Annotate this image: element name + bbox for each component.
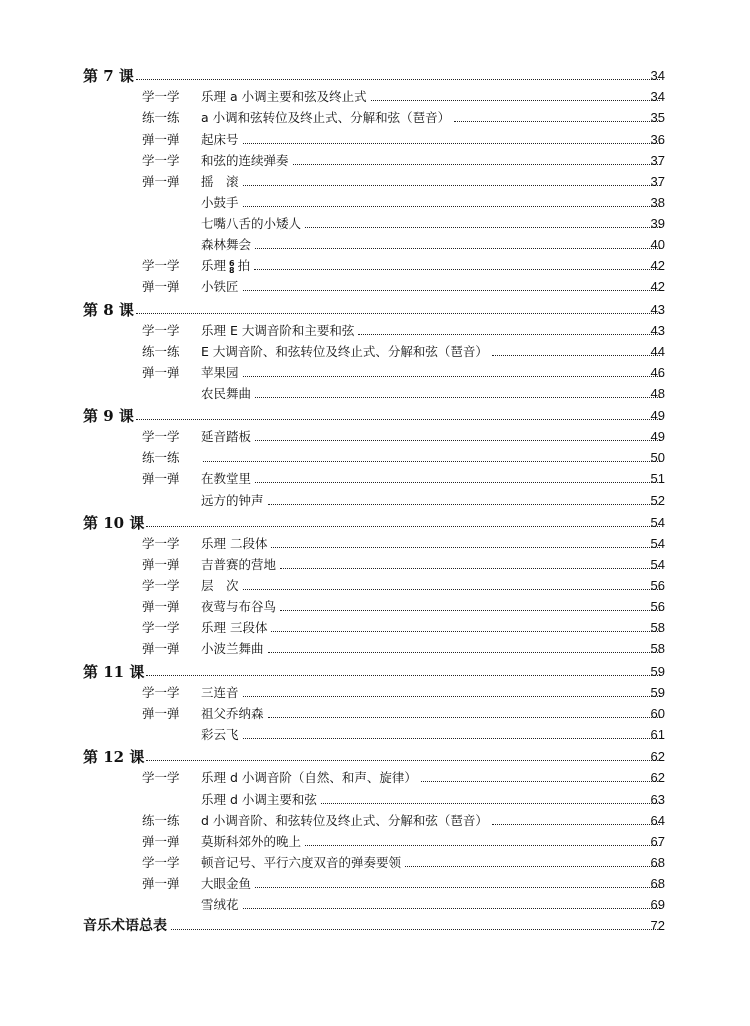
toc-entry-row <box>0 533 750 554</box>
toc-category: 学一学 <box>142 89 180 105</box>
page-number: 34 <box>650 68 665 84</box>
page-number: 43 <box>650 322 665 338</box>
toc-title: d 小调音阶、和弦转位及终止式、分解和弦（琶音） <box>201 812 488 828</box>
leader-dots <box>271 631 660 632</box>
leader-dots <box>358 334 660 335</box>
toc-lesson-row <box>0 659 750 681</box>
toc-title: 音乐术语总表 <box>83 918 167 935</box>
toc-title: 层 次 <box>201 578 239 594</box>
toc-entry-row <box>0 724 750 745</box>
page-number: 56 <box>650 578 665 594</box>
toc-entry-row <box>0 894 750 915</box>
page-number: 52 <box>650 492 665 508</box>
page-number: 68 <box>650 875 665 891</box>
toc-category: 学一学 <box>142 429 180 445</box>
page-number: 68 <box>650 854 665 870</box>
leader-dots <box>243 290 660 291</box>
toc-title: 乐理 d 小调主要和弦 <box>201 791 317 807</box>
page-number: 42 <box>650 279 665 295</box>
leader-dots <box>271 547 660 548</box>
toc-entry-row <box>0 341 750 362</box>
toc-entry-row <box>0 554 750 575</box>
toc-entry-row <box>0 489 750 510</box>
toc-title-suffix: 拍 <box>237 258 251 274</box>
page-number: 48 <box>650 385 665 401</box>
leader-dots <box>280 610 660 611</box>
toc-lesson-row <box>0 511 750 533</box>
toc-entry-row <box>0 468 750 489</box>
toc-category: 弹一弹 <box>142 833 180 849</box>
time-signature <box>229 260 235 274</box>
leader-dots <box>243 143 660 144</box>
page-number: 72 <box>650 918 665 934</box>
page-number: 61 <box>650 727 665 743</box>
toc-title: 大眼金鱼 <box>201 875 252 891</box>
toc-category: 弹一弹 <box>142 279 180 295</box>
page-number: 64 <box>650 812 665 828</box>
toc-title: a 小调和弦转位及终止式、分解和弦（琶音） <box>201 110 451 126</box>
page-number: 37 <box>650 152 665 168</box>
toc-terms-row <box>0 915 750 936</box>
page-number: 67 <box>650 833 665 849</box>
toc-entry-row <box>0 362 750 383</box>
toc-title: 莫斯科郊外的晚上 <box>201 833 302 849</box>
toc-category: 学一学 <box>142 578 180 594</box>
page-number: 62 <box>650 749 665 765</box>
toc-entry-row <box>0 810 750 831</box>
toc-entry-row <box>0 788 750 809</box>
leader-dots <box>305 227 660 228</box>
leader-dots <box>255 887 660 888</box>
toc-entry-row <box>0 107 750 128</box>
toc-category: 学一学 <box>142 322 180 338</box>
page-number: 51 <box>650 471 665 487</box>
toc-category: 弹一弹 <box>142 641 180 657</box>
leader-dots <box>243 908 660 909</box>
leader-dots <box>243 376 660 377</box>
toc-entry-row <box>0 320 750 341</box>
page-number: 42 <box>650 258 665 274</box>
toc-entry-row <box>0 873 750 894</box>
toc-title: 顿音记号、平行六度双音的弹奏要领 <box>201 854 402 870</box>
leader-dots <box>255 248 660 249</box>
toc-category: 练一练 <box>142 110 180 126</box>
toc-title: 延音踏板 <box>201 429 252 445</box>
toc-entry-row <box>0 213 750 234</box>
toc-entry-row <box>0 150 750 171</box>
page-number: 54 <box>650 514 665 530</box>
toc-lesson-row <box>0 745 750 767</box>
toc-entry-row <box>0 682 750 703</box>
toc-title: 小铁匠 <box>201 279 239 295</box>
page-number: 58 <box>650 620 665 636</box>
toc-title: 第 12 课 <box>83 748 145 767</box>
toc-title: 祖父乔纳森 <box>201 705 264 721</box>
toc-title: 乐理 二段体 <box>201 535 268 551</box>
leader-dots <box>243 206 660 207</box>
page-number: 54 <box>650 557 665 573</box>
page-number: 59 <box>650 684 665 700</box>
page-number: 59 <box>650 663 665 679</box>
toc-title: 农民舞曲 <box>201 385 252 401</box>
toc-category: 弹一弹 <box>142 173 180 189</box>
toc-title: 小鼓手 <box>201 194 239 210</box>
toc-lesson-row <box>0 64 750 86</box>
page-number: 69 <box>650 896 665 912</box>
time-signature-denominator: 8 <box>229 265 235 275</box>
toc-title: 乐理 E 大调音阶和主要和弦 <box>201 322 355 338</box>
toc-category: 弹一弹 <box>142 131 180 147</box>
toc-title: 第 8 课 <box>83 300 134 319</box>
toc-title: 彩云飞 <box>201 727 239 743</box>
leader-dots <box>203 461 660 462</box>
toc-category: 弹一弹 <box>142 364 180 380</box>
toc-title: 森林舞会 <box>201 237 252 253</box>
toc-category: 弹一弹 <box>142 471 180 487</box>
toc-category: 学一学 <box>142 620 180 636</box>
toc-entry-row <box>0 767 750 788</box>
toc-title: 在教堂里 <box>201 471 252 487</box>
leader-dots <box>268 504 660 505</box>
page-number: 40 <box>650 237 665 253</box>
leader-dots <box>243 589 660 590</box>
toc-entry-row <box>0 276 750 297</box>
toc-category: 弹一弹 <box>142 875 180 891</box>
toc-title: 乐理 d 小调音阶（自然、和声、旋律） <box>201 770 417 786</box>
toc-category: 弹一弹 <box>142 557 180 573</box>
toc-title: 三连音 <box>201 684 239 700</box>
page-number: 58 <box>650 641 665 657</box>
leader-dots <box>255 482 660 483</box>
toc-title: 七嘴八舌的小矮人 <box>201 215 302 231</box>
page-number: 43 <box>650 301 665 317</box>
leader-dots <box>321 803 660 804</box>
leader-dots <box>255 397 660 398</box>
toc-category: 学一学 <box>142 258 180 274</box>
toc-entry-row <box>0 86 750 107</box>
page-number: 63 <box>650 791 665 807</box>
toc-entry-row <box>0 575 750 596</box>
toc-title: 第 10 课 <box>83 513 145 532</box>
toc-title: 苹果园 <box>201 364 239 380</box>
toc-title <box>201 258 252 274</box>
page-number: 46 <box>650 364 665 380</box>
toc-entry-row <box>0 617 750 638</box>
page-number: 36 <box>650 131 665 147</box>
leader-dots <box>136 419 660 420</box>
toc-category: 学一学 <box>142 152 180 168</box>
page-number: 39 <box>650 215 665 231</box>
toc-category: 练一练 <box>142 343 180 359</box>
leader-dots <box>146 760 660 761</box>
toc-lesson-row <box>0 297 750 319</box>
toc-title: 远方的钟声 <box>201 492 264 508</box>
table-of-contents <box>0 64 750 936</box>
toc-title: 和弦的连续弹奏 <box>201 152 289 168</box>
toc-category: 学一学 <box>142 535 180 551</box>
page-number: 49 <box>650 429 665 445</box>
toc-entry-row <box>0 703 750 724</box>
leader-dots <box>243 738 660 739</box>
page-number: 50 <box>650 450 665 466</box>
time-signature-numerator: 6 <box>229 258 235 268</box>
toc-title: 乐理 a 小调主要和弦及终止式 <box>201 89 367 105</box>
toc-entry-row <box>0 234 750 255</box>
toc-title: 乐理 三段体 <box>201 620 268 636</box>
leader-dots <box>280 568 660 569</box>
toc-entry-row <box>0 638 750 659</box>
leader-dots <box>146 675 660 676</box>
leader-dots <box>136 313 660 314</box>
leader-dots <box>305 845 660 846</box>
page-number: 49 <box>650 408 665 424</box>
leader-dots <box>293 164 660 165</box>
toc-title: 第 7 课 <box>83 67 134 86</box>
toc-entry-row <box>0 192 750 213</box>
toc-title: 小波兰舞曲 <box>201 641 264 657</box>
leader-dots <box>171 929 660 930</box>
page-number: 34 <box>650 89 665 105</box>
page-number: 60 <box>650 705 665 721</box>
page-number: 38 <box>650 194 665 210</box>
toc-lesson-row <box>0 404 750 426</box>
leader-dots <box>405 866 660 867</box>
toc-title: E 大调音阶、和弦转位及终止式、分解和弦（琶音） <box>201 343 488 359</box>
toc-title: 夜莺与布谷鸟 <box>201 599 277 615</box>
leader-dots <box>254 269 660 270</box>
toc-title: 第 9 课 <box>83 407 134 426</box>
leader-dots <box>136 79 660 80</box>
toc-entry-row <box>0 171 750 192</box>
page-number: 56 <box>650 599 665 615</box>
toc-entry-row <box>0 383 750 404</box>
toc-category: 学一学 <box>142 770 180 786</box>
leader-dots <box>243 185 660 186</box>
toc-category: 练一练 <box>142 812 180 828</box>
leader-dots <box>255 440 660 441</box>
toc-title: 起床号 <box>201 131 239 147</box>
toc-category: 学一学 <box>142 684 180 700</box>
toc-title: 第 11 课 <box>83 662 145 681</box>
toc-category: 练一练 <box>142 450 180 466</box>
page-number: 62 <box>650 770 665 786</box>
toc-entry-row <box>0 426 750 447</box>
toc-entry-row <box>0 831 750 852</box>
leader-dots <box>268 717 660 718</box>
leader-dots <box>146 526 660 527</box>
leader-dots <box>268 652 660 653</box>
toc-entry-row <box>0 596 750 617</box>
toc-category: 学一学 <box>142 854 180 870</box>
toc-entry-row <box>0 128 750 149</box>
toc-title-text: 乐理 <box>201 258 227 274</box>
toc-title: 摇 滚 <box>201 173 239 189</box>
toc-title: 雪绒花 <box>201 896 239 912</box>
toc-category: 弹一弹 <box>142 705 180 721</box>
page-number: 54 <box>650 535 665 551</box>
toc-category: 弹一弹 <box>142 599 180 615</box>
toc-entry-row <box>0 447 750 468</box>
page-number: 35 <box>650 110 665 126</box>
toc-entry-row <box>0 255 750 276</box>
page-number: 44 <box>650 343 665 359</box>
toc-title: 吉普赛的营地 <box>201 557 277 573</box>
page-number: 37 <box>650 173 665 189</box>
leader-dots <box>371 100 660 101</box>
toc-entry-row <box>0 852 750 873</box>
leader-dots <box>243 696 660 697</box>
